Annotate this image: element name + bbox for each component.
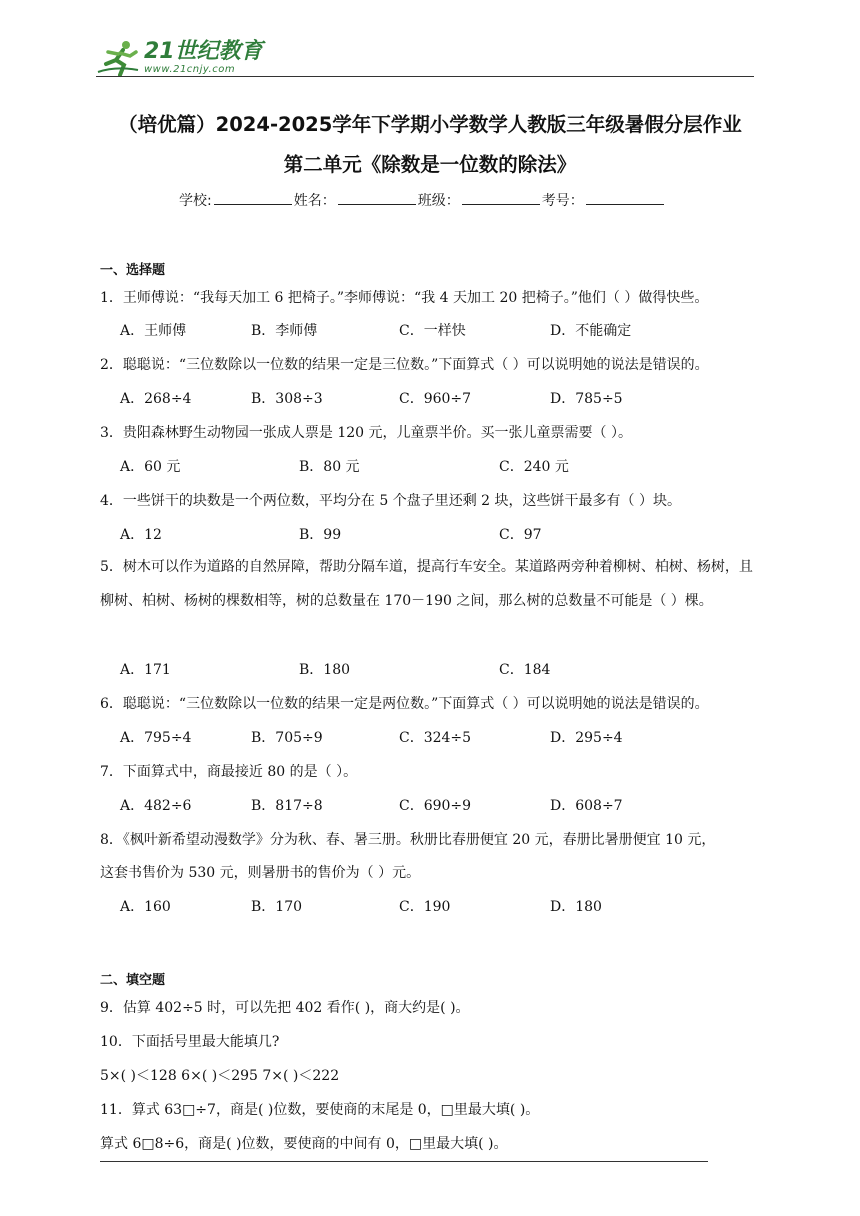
brand-logo <box>96 36 263 80</box>
question-5-options <box>120 659 780 679</box>
option-b[interactable]: B．80 元 <box>299 459 360 475</box>
option-a[interactable]: A．王师傅 <box>120 323 187 339</box>
option-a[interactable]: A．482÷6 <box>120 798 192 814</box>
question-2-options <box>120 388 780 408</box>
option-d[interactable]: D．180 <box>550 899 602 915</box>
option-a[interactable]: A．60 元 <box>120 459 181 475</box>
option-b[interactable]: B．817÷8 <box>251 798 323 814</box>
school-blank[interactable] <box>214 190 292 205</box>
option-b[interactable]: B．99 <box>299 527 342 543</box>
class-blank[interactable] <box>462 190 540 205</box>
option-c[interactable]: C．324÷5 <box>399 730 472 746</box>
question-5: 5．树木可以作为道路的自然屏障，帮助分隔车道，提高行车安全。某道路两旁种着柳树、柏树、杨树，且柳树、柏树、杨树的棵数相等，树的总数量在 170－190 之间，那么树的总数量不可能是（ ）棵。 <box>100 559 753 609</box>
question-4-options <box>120 524 780 544</box>
question-3: 3．贵阳森林野生动物园一张成人票是 120 元，儿童票半价。买一张儿童票需要（ ）。 <box>100 425 632 441</box>
option-b[interactable]: B．308÷3 <box>251 391 323 407</box>
option-c[interactable]: C．190 <box>399 899 451 915</box>
question-10: 10．下面括号里最大能填几? <box>100 1034 280 1050</box>
question-6-options <box>120 727 780 747</box>
question-1: 1．王师傅说：“我每天加工 6 把椅子。”李师傅说：“我 4 天加工 20 把椅子。”他们（ ）做得快些。 <box>100 290 709 306</box>
option-c[interactable]: C．一样快 <box>399 323 466 339</box>
option-d[interactable]: D．608÷7 <box>550 798 623 814</box>
option-c[interactable]: C．97 <box>499 527 542 543</box>
doc-subtitle: 第二单元《除数是一位数的除法》 <box>283 153 577 176</box>
name-blank[interactable] <box>338 190 416 205</box>
question-3-options <box>120 456 780 476</box>
exam-no-label: 考号： <box>541 193 584 209</box>
option-b[interactable]: B．180 <box>299 662 351 678</box>
question-8-line2: 这套书售价为 530 元，则暑册书的售价为（ ）元。 <box>100 865 421 881</box>
question-7-options <box>120 795 780 815</box>
question-11-line1: 11．算式 63□÷7，商是( )位数，要使商的末尾是 0，□里最大填( )。 <box>100 1102 540 1118</box>
option-b[interactable]: B．170 <box>251 899 303 915</box>
option-c[interactable]: C．690÷9 <box>399 798 472 814</box>
question-4: 4．一些饼干的块数是一个两位数，平均分在 5 个盘子里还剩 2 块，这些饼干最多有（ ）块。 <box>100 493 681 509</box>
option-a[interactable]: A．160 <box>120 899 171 915</box>
logo-url: www.21cnjy.com <box>144 64 236 75</box>
runner-logo-icon <box>96 38 140 78</box>
name-label: 姓名： <box>293 193 336 209</box>
option-a[interactable]: A．268÷4 <box>120 391 192 407</box>
school-label: 学校: <box>179 193 212 209</box>
question-11-line2: 算式 6□8÷6，商是( )位数，要使商的中间有 0，□里最大填( )。 <box>100 1136 508 1152</box>
option-c[interactable]: C．240 元 <box>499 459 569 475</box>
question-8-line1: 8．《枫叶新希望动漫数学》分为秋、春、暑三册。秋册比春册便宜 20 元，春册比暑册便宜 10 元， <box>100 832 716 848</box>
question-2: 2．聪聪说：“三位数除以一位数的结果一定是三位数。”下面算式（ ）可以说明她的说法是错误的。 <box>100 357 709 373</box>
class-label: 班级： <box>417 193 460 209</box>
question-7: 7．下面算式中，商最接近 80 的是（ ）。 <box>100 764 358 780</box>
doc-title: （培优篇）2024-2025学年下学期小学数学人教版三年级暑假分层作业 <box>118 113 742 136</box>
student-info-line <box>179 190 666 210</box>
question-6: 6．聪聪说：“三位数除以一位数的结果一定是两位数。”下面算式（ ）可以说明她的说法是错误的。 <box>100 696 709 712</box>
question-9: 9．估算 402÷5 时，可以先把 402 看作( )，商大约是( )。 <box>100 1000 470 1016</box>
option-d[interactable]: D．不能确定 <box>550 323 632 339</box>
option-d[interactable]: D．295÷4 <box>550 730 623 746</box>
section-choice-heading: 一、选择题 <box>100 263 166 278</box>
option-a[interactable]: A．795÷4 <box>120 730 192 746</box>
option-d[interactable]: D．785÷5 <box>550 391 623 407</box>
logo-name: 21世纪教育 <box>144 39 263 64</box>
question-1-options <box>120 320 780 340</box>
question-8-options <box>120 896 780 916</box>
header-rule <box>96 76 754 77</box>
option-b[interactable]: B．705÷9 <box>251 730 323 746</box>
option-c[interactable]: C．960÷7 <box>399 391 472 407</box>
option-a[interactable]: A．171 <box>120 662 171 678</box>
question-10-items: 5×( )＜128 6×( )＜295 7×( )＜222 <box>100 1068 340 1084</box>
option-a[interactable]: A．12 <box>120 527 162 543</box>
footer-rule <box>100 1161 708 1162</box>
exam-no-blank[interactable] <box>586 190 664 205</box>
option-c[interactable]: C．184 <box>499 662 551 678</box>
option-b[interactable]: B．李师傅 <box>251 323 318 339</box>
section-fill-heading: 二、填空题 <box>100 973 166 988</box>
